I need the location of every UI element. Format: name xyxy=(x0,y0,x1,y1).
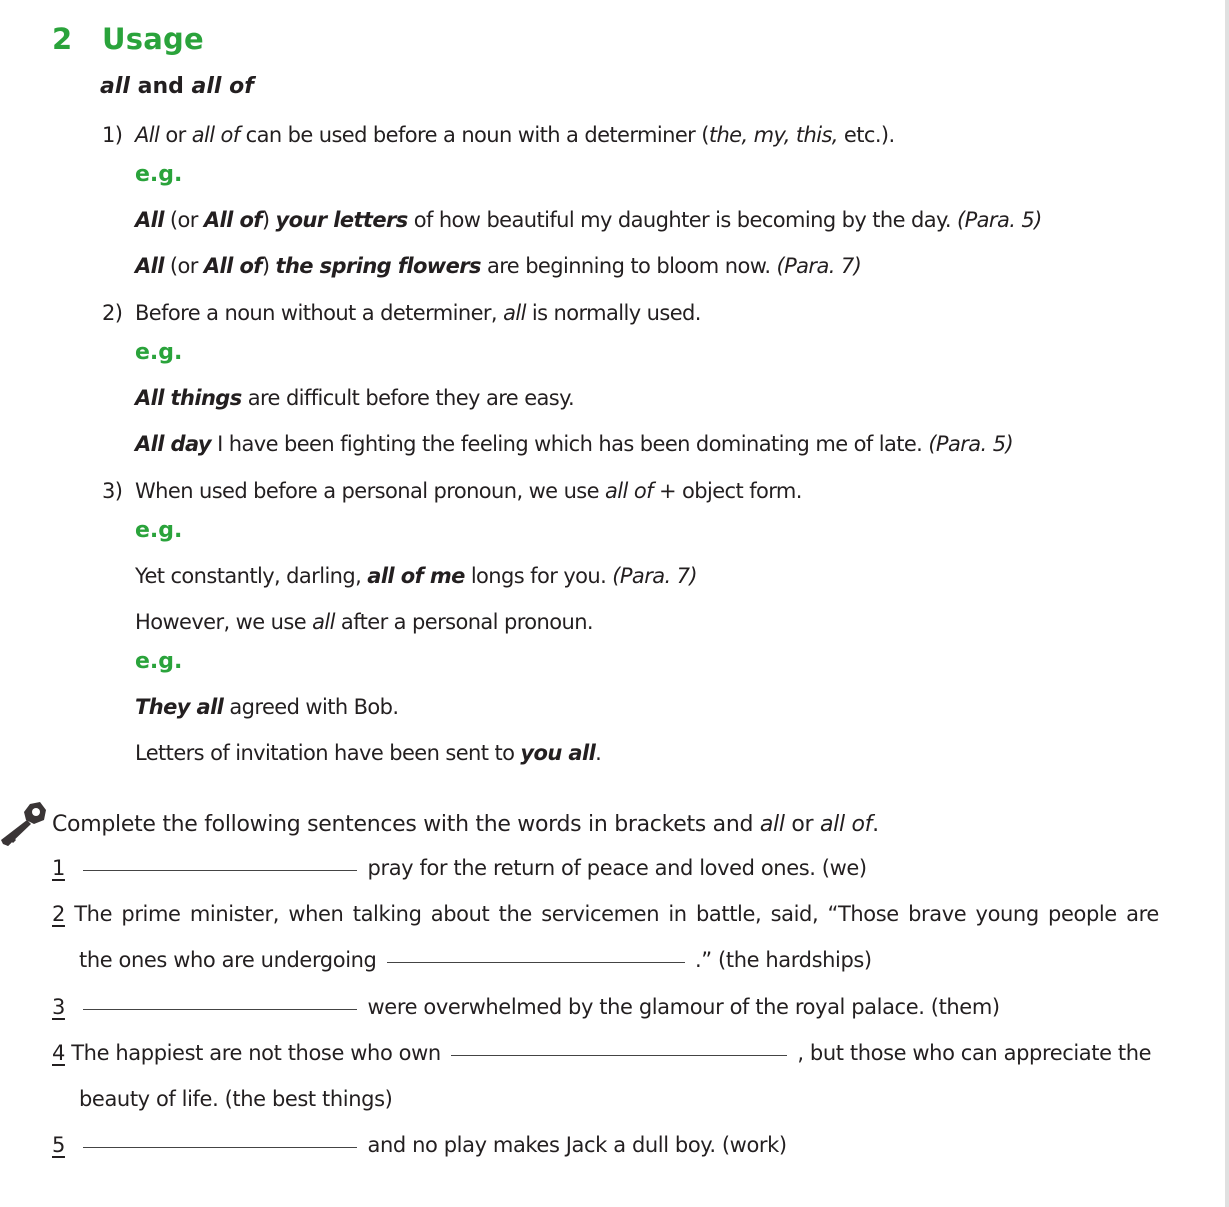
key-icon xyxy=(0,800,48,850)
rule-2-example-2 xyxy=(135,432,1013,456)
italic-text: all xyxy=(312,610,335,634)
item-5-number: 5 xyxy=(52,1133,65,1157)
rule-2-text xyxy=(135,301,701,325)
text-run: Yet constantly, darling, xyxy=(135,564,368,588)
item-4-text-before: The happiest are not those who own xyxy=(71,1041,441,1065)
item-5-blank[interactable] xyxy=(83,1146,357,1148)
scrollbar[interactable] xyxy=(1225,0,1229,1207)
exercise-item-2-line-2 xyxy=(79,948,872,972)
text-run: agreed with Bob. xyxy=(223,695,399,719)
italic-text: All xyxy=(135,123,160,147)
emphasis-text: all of me xyxy=(367,564,465,588)
text-run: I have been fighting the feeling which has been dominating me of late. xyxy=(211,432,929,456)
text-run: Before a noun without a determiner, xyxy=(135,301,504,325)
rule-3-example-1 xyxy=(135,564,697,588)
text-run: are difficult before they are easy. xyxy=(241,386,575,410)
rule-1-example-1 xyxy=(135,208,1042,232)
emphasis-text: All day xyxy=(135,432,212,456)
item-4-blank[interactable] xyxy=(451,1054,787,1056)
exercise-item-4-line-2: beauty of life. (the best things) xyxy=(79,1087,393,1111)
text-run: (or xyxy=(163,254,204,278)
exercise-instruction xyxy=(52,812,879,837)
text-run: or xyxy=(784,812,820,837)
exercise-item-5 xyxy=(52,1133,787,1157)
text-run: ) xyxy=(261,208,276,232)
italic-text: all xyxy=(503,301,526,325)
rule-3-eg-label-2: e.g. xyxy=(135,649,183,674)
item-2-number: 2 xyxy=(52,902,65,926)
section-number: 2 xyxy=(52,22,73,56)
rule-2-example-1 xyxy=(135,386,574,410)
section-title: Usage xyxy=(102,22,204,56)
text-run: is normally used. xyxy=(525,301,701,325)
subheading-and: and xyxy=(129,74,192,99)
italic-text: (Para. 5) xyxy=(928,432,1014,456)
rule-1-eg-label: e.g. xyxy=(135,162,183,187)
italic-text: (Para. 7) xyxy=(612,564,697,588)
text-run: ) xyxy=(261,254,276,278)
exercise-item-2 xyxy=(52,902,1159,926)
rule-3-label: 3) xyxy=(102,479,123,503)
emphasis-text: All xyxy=(135,208,164,232)
text-run: When used before a personal pronoun, we use xyxy=(135,479,606,503)
italic-text: all of xyxy=(191,123,240,147)
item-3-text-after: were overwhelmed by the glamour of the royal palace. (them) xyxy=(367,995,1000,1019)
subheading xyxy=(100,74,254,99)
exercise-item-4 xyxy=(52,1041,1151,1065)
item-3-blank[interactable] xyxy=(83,1008,357,1010)
rule-3-eg-label: e.g. xyxy=(135,518,183,543)
item-1-text-after: pray for the return of peace and loved ones. (we) xyxy=(367,856,867,880)
text-run: . xyxy=(595,741,602,765)
text-run: or xyxy=(159,123,192,147)
text-run: after a personal pronoun. xyxy=(334,610,593,634)
italic-text: the, my, this, xyxy=(708,123,838,147)
rule-3-example-3 xyxy=(135,741,601,765)
text-run: etc.). xyxy=(837,123,895,147)
text-run: (or xyxy=(163,208,204,232)
text-run: of how beautiful my daughter is becoming by the day. xyxy=(407,208,957,232)
italic-text: (Para. 7) xyxy=(776,254,862,278)
item-3-number: 3 xyxy=(52,995,65,1019)
emphasis-text: All things xyxy=(135,386,242,410)
italic-text: all xyxy=(759,812,785,837)
rule-3-note xyxy=(135,610,593,634)
emphasis-text: They all xyxy=(135,695,224,719)
text-run: Complete the following sentences with the words in brackets and xyxy=(52,812,760,837)
text-run: Letters of invitation have been sent to xyxy=(135,741,521,765)
subheading-all: all xyxy=(100,74,130,99)
item-4-text-after: , but those who can appreciate the xyxy=(797,1041,1152,1065)
italic-text: all of xyxy=(605,479,653,503)
item-1-blank[interactable] xyxy=(83,869,357,871)
emphasis-text: All of xyxy=(203,208,262,232)
rule-1-text xyxy=(135,123,895,147)
item-4-number: 4 xyxy=(52,1041,65,1065)
text-run: longs for you. xyxy=(464,564,613,588)
text-run: However, we use xyxy=(135,610,313,634)
text-run: . xyxy=(872,812,879,837)
italic-text: (Para. 5) xyxy=(957,208,1042,232)
italic-text: all of xyxy=(819,812,873,837)
item-5-text-after: and no play makes Jack a dull boy. (work) xyxy=(367,1133,787,1157)
exercise-item-3 xyxy=(52,995,1000,1019)
item-2-line2-after: .” (the hardships) xyxy=(695,948,872,972)
emphasis-text: you all xyxy=(520,741,596,765)
rule-2-label: 2) xyxy=(102,301,123,325)
rule-1-example-2 xyxy=(135,254,861,278)
text-run: can be used before a noun with a determiner ( xyxy=(239,123,709,147)
item-2-line2-before: the ones who are undergoing xyxy=(79,948,377,972)
rule-3-example-2 xyxy=(135,695,398,719)
emphasis-text: All xyxy=(135,254,164,278)
item-2-text-before: The prime minister, when talking about the servicemen in battle, said, “Those brave young people are xyxy=(74,902,1159,926)
subheading-all-of: all of xyxy=(191,74,254,99)
emphasis-text: All of xyxy=(203,254,262,278)
item-2-blank[interactable] xyxy=(387,961,685,963)
emphasis-text: the spring flowers xyxy=(275,254,481,278)
item-1-number: 1 xyxy=(52,856,65,880)
rule-2-eg-label: e.g. xyxy=(135,340,183,365)
emphasis-text: your letters xyxy=(275,208,408,232)
text-run: are beginning to bloom now. xyxy=(480,254,777,278)
rule-3-text xyxy=(135,479,802,503)
text-run: + object form. xyxy=(652,479,802,503)
exercise-item-1 xyxy=(52,856,867,880)
rule-1-label: 1) xyxy=(102,123,123,147)
